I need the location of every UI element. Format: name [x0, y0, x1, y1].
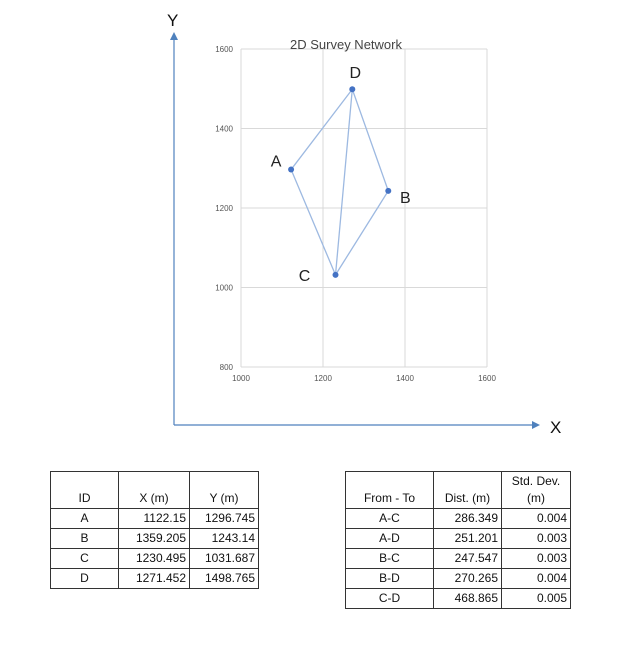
edge-C-D: [336, 89, 353, 275]
edge-B-C: [336, 191, 389, 275]
point-label-D: D: [349, 65, 362, 83]
point-label-B: B: [399, 189, 411, 207]
edge-distance: 247.547: [434, 549, 502, 569]
edge-from-to: C-D: [346, 589, 434, 609]
x-tick-label: 1000: [232, 374, 250, 383]
col-header-x: X (m): [119, 472, 190, 509]
chart-title: 2D Survey Network: [290, 37, 402, 52]
point-id: C: [51, 549, 119, 569]
point-y: 1243.14: [190, 529, 259, 549]
col-header-from-to: From - To: [346, 472, 434, 509]
point-id: D: [51, 569, 119, 589]
edge-std-dev: 0.003: [502, 549, 571, 569]
x-tick-label: 1600: [478, 374, 496, 383]
distances-table: [345, 471, 571, 609]
y-tick-label: 1200: [215, 204, 233, 213]
point-y: 1296.745: [190, 509, 259, 529]
point-x: 1122.15: [119, 509, 190, 529]
table-row: [51, 509, 259, 529]
y-tick-label: 1600: [215, 45, 233, 54]
edge-D-B: [352, 89, 388, 191]
col-header-y: Y (m): [190, 472, 259, 509]
chart-grid: [241, 49, 487, 367]
edge-std-dev: 0.004: [502, 509, 571, 529]
table-row: [346, 569, 571, 589]
edge-distance: 286.349: [434, 509, 502, 529]
point-y: 1031.687: [190, 549, 259, 569]
table-row: [346, 509, 571, 529]
point-marker-D: [349, 86, 355, 92]
tick-labels: [215, 45, 496, 383]
point-label-C: C: [298, 267, 311, 285]
point-marker-A: [288, 167, 294, 173]
coordinates-table: [50, 471, 259, 589]
edge-A-D: [291, 89, 352, 169]
y-tick-label: 1000: [215, 283, 233, 293]
edge-from-to: A-C: [346, 509, 434, 529]
edge-std-dev: 0.005: [502, 589, 571, 609]
table-row: [346, 589, 571, 609]
outer-axes: [167, 11, 561, 437]
edge-C-A: [291, 170, 335, 275]
table-row: [346, 549, 571, 569]
col-header-distance: Dist. (m): [434, 472, 502, 509]
table-row: [51, 549, 259, 569]
point-x: 1271.452: [119, 569, 190, 589]
point-x: 1230.495: [119, 549, 190, 569]
network-edges: [291, 89, 388, 275]
col-header-id: ID: [51, 472, 119, 509]
outer-x-axis-label: X: [550, 418, 562, 437]
y-tick-label: 800: [219, 363, 233, 372]
outer-y-axis-arrow: [170, 32, 178, 40]
point-marker-B: [385, 188, 391, 194]
edge-from-to: B-D: [346, 569, 434, 589]
outer-x-axis-arrow: [532, 421, 540, 429]
outer-y-axis-label: Y: [167, 11, 179, 30]
network-points: [271, 65, 411, 285]
point-marker-C: [333, 272, 339, 278]
edge-distance: 468.865: [434, 589, 502, 609]
y-tick-label: 1400: [215, 124, 233, 134]
x-tick-label: 1200: [314, 374, 332, 383]
x-tick-label: 1400: [396, 374, 414, 383]
distances-header-row: [346, 472, 571, 509]
point-y: 1498.765: [190, 569, 259, 589]
col-header-std-dev: [502, 472, 571, 509]
point-x: 1359.205: [119, 529, 190, 549]
point-label-A: A: [270, 153, 282, 171]
edge-from-to: A-D: [346, 529, 434, 549]
point-id: A: [51, 509, 119, 529]
table-row: [51, 569, 259, 589]
edge-distance: 251.201: [434, 529, 502, 549]
edge-distance: 270.265: [434, 569, 502, 589]
col-header-std-dev-line1: Std. Dev.: [511, 474, 561, 488]
coordinates-header-row: [51, 472, 259, 509]
point-id: B: [51, 529, 119, 549]
edge-std-dev: 0.003: [502, 529, 571, 549]
edge-from-to: B-C: [346, 549, 434, 569]
table-row: [51, 529, 259, 549]
edge-std-dev: 0.004: [502, 569, 571, 589]
col-header-std-dev-line2: (m): [527, 491, 545, 505]
table-row: [346, 529, 571, 549]
